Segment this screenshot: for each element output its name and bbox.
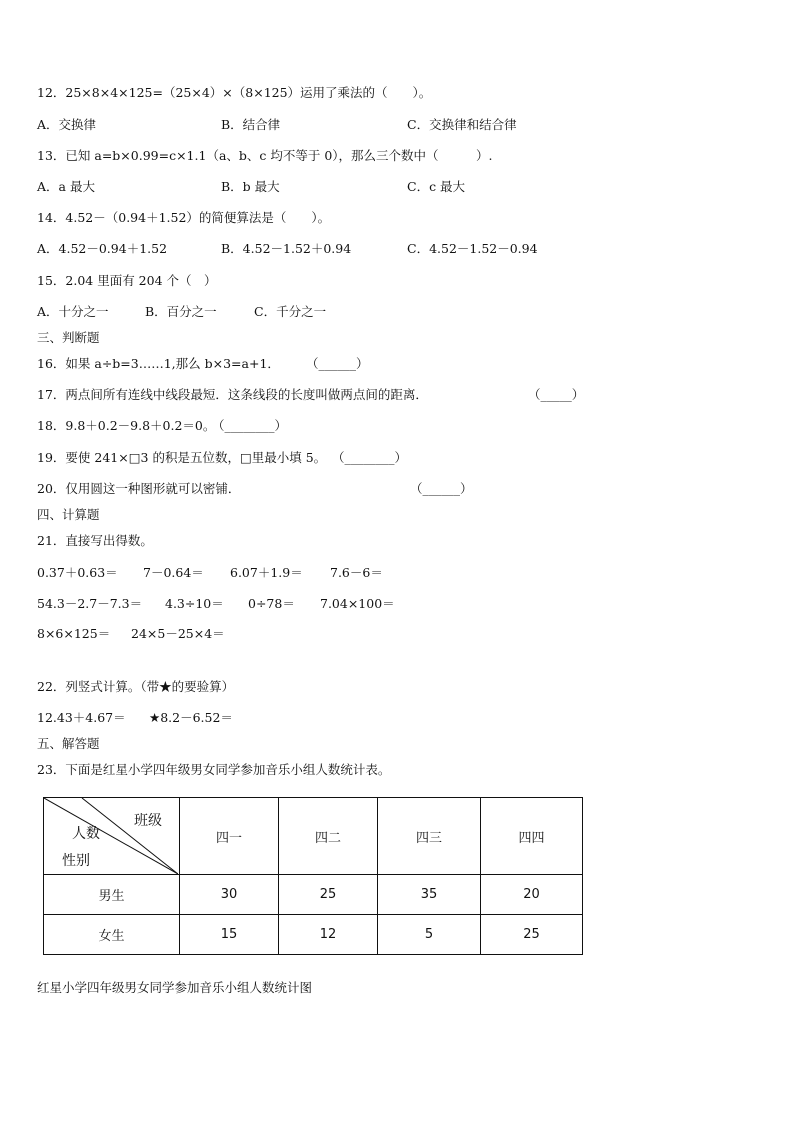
q12-option-b[interactable]: B．结合律	[221, 117, 281, 132]
table-corner-cell	[44, 798, 180, 875]
q21-item[interactable]: 0.37＋0.63＝	[37, 565, 118, 580]
q13-option-c[interactable]: C．c 最大	[407, 179, 466, 194]
q21-item[interactable]: 7－0.64＝	[143, 565, 204, 580]
table-header-row	[44, 798, 583, 875]
question-19: 19．要使 241×□3 的积是五位数，□里最小填 5。	[37, 450, 327, 465]
table-cell: 35	[378, 875, 481, 915]
row-label: 男生	[44, 875, 180, 915]
section-heading-calculation: 四、计算题	[37, 507, 100, 522]
q16-answer-blank[interactable]: （______）	[306, 356, 369, 371]
q12-option-c[interactable]: C．交换律和结合律	[407, 117, 517, 132]
question-18: 18．9.8＋0.2－9.8＋0.2＝0。	[37, 418, 216, 433]
q18-answer-blank[interactable]: （________）	[212, 418, 288, 433]
question-17: 17．两点间所有连线中线段最短．这条线段的长度叫做两点间的距离．	[37, 387, 428, 402]
q22-item[interactable]: 12.43＋4.67＝	[37, 710, 126, 725]
q15-option-a[interactable]: A．十分之一	[37, 304, 109, 319]
question-23: 23．下面是红星小学四年级男女同学参加音乐小组人数统计表。	[37, 762, 391, 777]
q12-option-a[interactable]: A．交换律	[37, 117, 97, 132]
column-header: 四四	[481, 798, 583, 875]
table-row	[44, 915, 583, 955]
question-21: 21．直接写出得数。	[37, 533, 153, 548]
table-cell: 5	[378, 915, 481, 955]
question-12: 12．25×8×4×125=（25×4）×（8×125）运用了乘法的（ ）。	[37, 85, 432, 100]
table-cell: 20	[481, 875, 583, 915]
q22-item-star[interactable]: ★8.2－6.52＝	[149, 710, 233, 725]
q13-option-b[interactable]: B．b 最大	[221, 179, 280, 194]
q15-option-c[interactable]: C．千分之一	[254, 304, 327, 319]
section-heading-solution: 五、解答题	[37, 736, 100, 751]
q21-item[interactable]: 0÷78＝	[248, 596, 295, 611]
question-22: 22．列竖式计算。（带★的要验算）	[37, 679, 235, 694]
q21-item[interactable]: 4.3÷10＝	[165, 596, 224, 611]
corner-label-count: 人数	[72, 826, 100, 842]
q21-item[interactable]: 54.3－2.7－7.3＝	[37, 596, 143, 611]
question-15: 15．2.04 里面有 204 个（ ）	[37, 273, 217, 288]
q21-item[interactable]: 7.6－6＝	[330, 565, 383, 580]
q13-option-a[interactable]: A．a 最大	[37, 179, 95, 194]
q19-answer-blank[interactable]: （________）	[332, 450, 408, 465]
row-label: 女生	[44, 915, 180, 955]
question-13: 13．已知 a=b×0.99=c×1.1（a、b、c 均不等于 0），那么三个数中（ ）.	[37, 148, 493, 163]
q21-item[interactable]: 24×5－25×4＝	[131, 626, 225, 641]
table-cell: 15	[180, 915, 279, 955]
q15-option-b[interactable]: B．百分之一	[145, 304, 217, 319]
q14-option-b[interactable]: B．4.52－1.52＋0.94	[221, 241, 352, 256]
column-header: 四二	[279, 798, 378, 875]
q14-option-a[interactable]: A．4.52－0.94＋1.52	[37, 241, 168, 256]
column-header: 四三	[378, 798, 481, 875]
q21-item[interactable]: 7.04×100＝	[320, 596, 395, 611]
table-row	[44, 875, 583, 915]
q21-item[interactable]: 6.07＋1.9＝	[230, 565, 303, 580]
chart-caption: 红星小学四年级男女同学参加音乐小组人数统计图	[37, 980, 313, 995]
q17-answer-blank[interactable]: （_____）	[528, 387, 585, 402]
statistics-table	[43, 797, 583, 955]
table-cell: 25	[481, 915, 583, 955]
question-16: 16．如果 a÷b=3……1,那么 b×3=a+1．	[37, 356, 280, 371]
corner-label-gender: 性别	[62, 853, 90, 869]
table-cell: 25	[279, 875, 378, 915]
corner-label-class: 班级	[134, 813, 162, 829]
q20-answer-blank[interactable]: （______）	[410, 481, 473, 496]
question-14: 14．4.52－（0.94＋1.52）的简便算法是（ ）。	[37, 210, 331, 225]
q21-item[interactable]: 8×6×125＝	[37, 626, 111, 641]
section-heading-judgement: 三、判断题	[37, 330, 100, 345]
table-cell: 30	[180, 875, 279, 915]
table-cell: 12	[279, 915, 378, 955]
q14-option-c[interactable]: C．4.52－1.52－0.94	[407, 241, 538, 256]
question-20: 20．仅用圆这一种图形就可以密铺．	[37, 481, 241, 496]
column-header: 四一	[180, 798, 279, 875]
